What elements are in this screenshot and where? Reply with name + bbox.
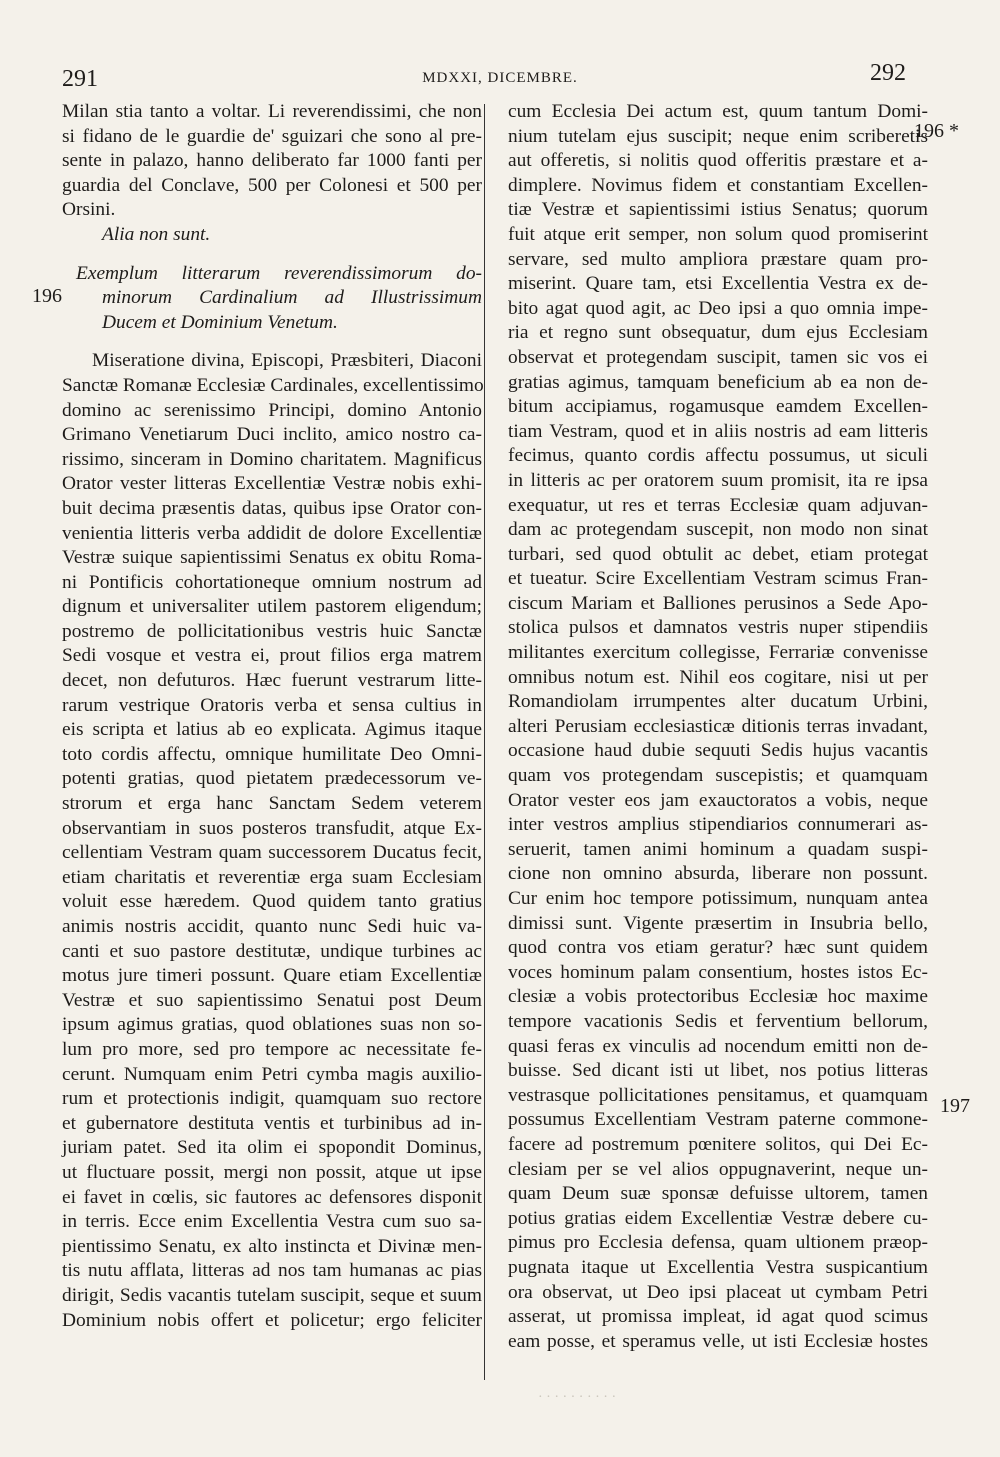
text-line: Vestræ et suo sapientissimo Senatui post Deum (62, 989, 482, 1011)
text-line: potius gratias eidem Excellentiæ Vestræ debere cu- (508, 1207, 928, 1229)
text-line: animis nostris accidit, quanto nunc Sedi huic va- (62, 916, 482, 937)
text-line: tiam Vestram, quod et in aliis nostris ad eam litteris (508, 420, 928, 442)
text-line: Sanctæ Romanæ Ecclesiæ Cardinales, excellentissimo (62, 374, 484, 396)
text-line: ei favet in cœlis, sic fautores ac defensores disponit (62, 1186, 482, 1208)
text-line: postremo de pollicitationibus vestris huic Sanctæ (62, 620, 482, 642)
text-line: pugnata itaque ut Excellentia Vestra suspicantium (508, 1256, 928, 1278)
text-line: sente in palazo, hanno deliberato far 1000 fanti per (62, 150, 482, 172)
text-line: cum Ecclesia Dei actum est, quum tantum Domi- (508, 101, 928, 122)
margin-number-196-right: 196 * (914, 120, 959, 142)
text-line: pientissimo Senatu, ex alto instincta et Divinæ men- (62, 1235, 482, 1257)
text-line: militantes exercitum collegisse, Ferrariæ convenisse (508, 642, 928, 664)
column-divider (484, 104, 485, 1380)
text-line: cerunt. Numquam enim Petri cymba magis auxilio- (62, 1063, 482, 1085)
text-line: venientia litteris verba addidit de dolore Excellentiæ (62, 522, 482, 544)
text-line: ni Pontificis cohortationeque omnium nostrum ad (62, 571, 482, 593)
left-column (62, 100, 482, 1333)
text-line: occasione haud dubie sequuti Sedis hujus vacantis (508, 740, 928, 762)
text-line: inter vestros amplius stipendiarios connumerari as- (508, 814, 928, 836)
text-line: quam Deum suæ sponsæ defuisse ultorem, tamen (508, 1183, 928, 1205)
text-line: rissimo, sinceram in Domino charitatem. Magnificus (62, 448, 482, 470)
text-line: miserint. Quare tam, etsi Excellentia Vestra ex de- (508, 273, 928, 295)
text-line: Sedi vosque et vestra ei, prout filios erga matrem (62, 645, 482, 667)
text-line: toto cordis affectu, omnique humilitate Deo Omni- (62, 743, 482, 765)
text-line: guardia del Conclave, 500 per Colonesi et 500 per (62, 174, 482, 196)
text-line: ora observat, ut Deo ipsi placeat ut cymbam Petri (508, 1281, 928, 1303)
text-line: decet, non defuturos. Hæc fuerunt vestrarum litte- (62, 670, 482, 692)
page-number-left: 291 (62, 66, 98, 92)
text-line: vestrasque pollicitationes pensitamus, et quamquam (508, 1084, 928, 1106)
text-line: quam vos protegendam suscepistis; et quamquam (508, 765, 928, 787)
spacer (62, 335, 482, 349)
text-line: cione non omnino absurda, liberare non possunt. (508, 863, 928, 885)
text-line: buisse. Sed dicant isti ut libet, nos potius litteras (508, 1060, 928, 1082)
left-body-text (62, 374, 482, 1333)
text-line: Orator vester eos jam exauctoratos a vobis, neque (508, 789, 928, 811)
text-line: buit decima præsentis datas, quibus ipse Orator con- (62, 497, 482, 519)
text-line: si fidano de le guardie de' sguizari che sono al pre- (62, 125, 482, 147)
text-line: asserat, ut promissa impleat, id agat quod scimus (508, 1306, 928, 1328)
text-line: turbari, sed quod obtulit ac debet, etiam protegat (508, 543, 928, 565)
text-line: voluit esse hæredem. Quod quidem tanto gratius (62, 891, 482, 913)
text-line: eam posse, et speramus velle, ut isti Ecclesiæ hostes (508, 1330, 928, 1352)
text-line: juriam patet. Sed ita olim ei spopondit Dominus, (62, 1137, 482, 1159)
text-line: clesiam per se vel alios oppugnaverint, neque un- (508, 1158, 928, 1180)
text-line: bito agat quod agit, ac Deo ipsi a quo omnia impe- (508, 297, 928, 319)
page-number-right: 292 (870, 60, 906, 86)
text-line: Grimano Venetiarum Duci inclito, amico nostro ca- (62, 424, 482, 446)
text-line: servare, sed multo ampliora præstare quam pro- (508, 248, 928, 270)
text-line: cellentiam Vestram quam successorem Ducatus fecit, (62, 842, 482, 864)
text-line: in terris. Ecce enim Excellentia Vestra cum suo sa- (62, 1211, 482, 1233)
text-line: canti et suo pastore destitutæ, undique turbines ac (62, 940, 482, 962)
text-line: facere ad postremum pœnitere solitos, qui Dei Ec- (508, 1133, 928, 1155)
spacer (62, 248, 482, 262)
text-line: Vestræ suique sapientissimi Senatus ex obitu Roma- (62, 547, 482, 569)
text-line: fecimus, quanto cordis affectu possumus, ut siculi (508, 445, 928, 467)
text-line: domino ac serenissimo Principi, domino Antonio (62, 399, 482, 421)
text-line: voces hominum palam consentium, hostes istos Ec- (508, 961, 928, 983)
text-line: Miseratione divina, Episcopi, Præsbiteri, Diaconi (92, 350, 482, 372)
text-line: fuit atque erit semper, non solum quod promiserint (508, 223, 928, 245)
text-line: rum et protectionis indigit, quamquam suo rectore (62, 1088, 482, 1110)
text-line: rarum vestrique Oratoris verba et sensa cultius in (62, 694, 482, 716)
text-line: potenti gratias, quod pietatem prædecessorum ve- (62, 768, 482, 790)
margin-number-196-left: 196 (32, 285, 62, 307)
running-title: MDXXI, DICEMBRE. (422, 70, 578, 86)
alia-non-sunt: Alia non sunt. (102, 223, 211, 245)
text-line: ciscum Mariam et Balliones perusinos a Sede Apo- (508, 592, 928, 614)
text-line: Milan stia tanto a voltar. Li reverendissimi, che non (62, 101, 482, 122)
bleed-through-text: · · · · · · · · · · (538, 1390, 617, 1405)
text-line: etiam charitatis et reverentiæ erga suam Ecclesiam (62, 866, 482, 888)
text-line: ut fluctuare possit, mergi non possit, atque ut ipse (62, 1161, 482, 1183)
text-line: ria et regno sunt obsequatur, dum ejus Ecclesiam (508, 322, 928, 344)
text-line: Orsini. (62, 199, 116, 221)
letter-heading-line: Ducem et Dominium Venetum. (102, 311, 338, 333)
right-column (508, 100, 928, 1354)
text-line: eis scripta et latius ab eo explicata. Agimus itaque (62, 719, 482, 741)
text-line: alteri Perusiam ecclesiasticæ ditionis terras invadant, (508, 715, 928, 737)
text-line: possumus Excellentiam Vestram paterne commone- (508, 1109, 928, 1131)
text-line: tempore vacationis Sedis et ferventium bellorum, (508, 1010, 928, 1032)
text-line: et tueatur. Scire Excellentiam Vestram scimus Fran- (508, 568, 928, 590)
letter-heading-line: minorum Cardinalium ad Illustrissimum (102, 287, 482, 309)
text-line: seruerit, tamen animi hominum a quadam suspi- (508, 838, 928, 860)
text-line: tiæ Vestræ et sapientissimi istius Senatus; quorum (508, 199, 928, 221)
text-line: quod contra vos etiam geratur? hæc sunt quidem (508, 937, 928, 959)
text-line: Romandiolam irrumpentes alter ducatum Urbini, (508, 691, 928, 713)
right-body-text (508, 100, 928, 1354)
text-line: quasi feras ex vinculis ad nocendum emitti non de- (508, 1035, 928, 1057)
text-line: bitum accipiamus, rogamusque eamdem Excellen- (508, 396, 928, 418)
text-line: dimissi sunt. Vigente præsertim in Insubria bello, (508, 912, 928, 934)
text-line: gratias agimus, tamquam beneficium ab ea non de- (508, 371, 928, 393)
text-line: ipsum agimus gratias, quod oblationes suas non so- (62, 1014, 482, 1036)
text-line: et gubernatore destituta ventis et turbinibus ad in- (62, 1112, 482, 1134)
text-line: dam ac protegendam suscepit, non modo non sinat (508, 519, 928, 541)
text-line: lum pro more, sed pro tempore ac necessitate fe- (62, 1038, 482, 1060)
text-line: stolica pulsos et damnatos vestris nuper stipendiis (508, 617, 928, 639)
text-line: in litteris ac per oratorem suum promisit, ita re ipsa (508, 469, 928, 491)
letter-heading-line: Exemplum litterarum reverendissimorum do- (76, 262, 482, 284)
text-line: strorum et erga hanc Sanctam Sedem veterem (62, 793, 482, 815)
text-line: dirigit, Sedis vacantis tutelam suscipit, seque et suum (62, 1284, 482, 1306)
margin-number-197-right: 197 (940, 1095, 970, 1117)
text-line: motus jure timeri possunt. Quare etiam Excellentiæ (62, 965, 482, 987)
text-line: observantiam in suos posteros transfudit, atque Ex- (62, 817, 482, 839)
text-line: exequatur, ut res et terras Ecclesiæ quam adjuvan- (508, 494, 928, 516)
text-line: dignum et universaliter utilem pastorem eligendum; (62, 596, 482, 618)
text-line: aut offeretis, si nolitis quod offeritis præstare et a- (508, 150, 928, 172)
text-line: clesiæ a vobis protectoribus Ecclesiæ hoc maxime (508, 986, 928, 1008)
text-line: Dominium nobis offert et policetur; ergo feliciter (62, 1309, 482, 1331)
text-line: nium tutelam ejus suscipit; neque enim scriberetis (508, 125, 928, 147)
text-line: Cur enim hoc tempore potissimum, nunquam antea (508, 888, 928, 909)
text-line: tis nutu afflata, litteras ad nos tam humanas ac pias (62, 1260, 482, 1282)
text-line: Orator vester litteras Excellentiæ Vestræ nobis exhi- (62, 473, 482, 495)
text-line: omnibus notum est. Nihil eos cogitare, nisi ut per (508, 666, 928, 688)
text-line: observat et protegendam suscipit, tamen sic vos ei (508, 346, 928, 368)
text-line: pimus pro Ecclesia defensa, quam ultionem præop- (508, 1232, 928, 1254)
text-line: dimplere. Novimus fidem et constantiam Excellen- (508, 174, 928, 196)
